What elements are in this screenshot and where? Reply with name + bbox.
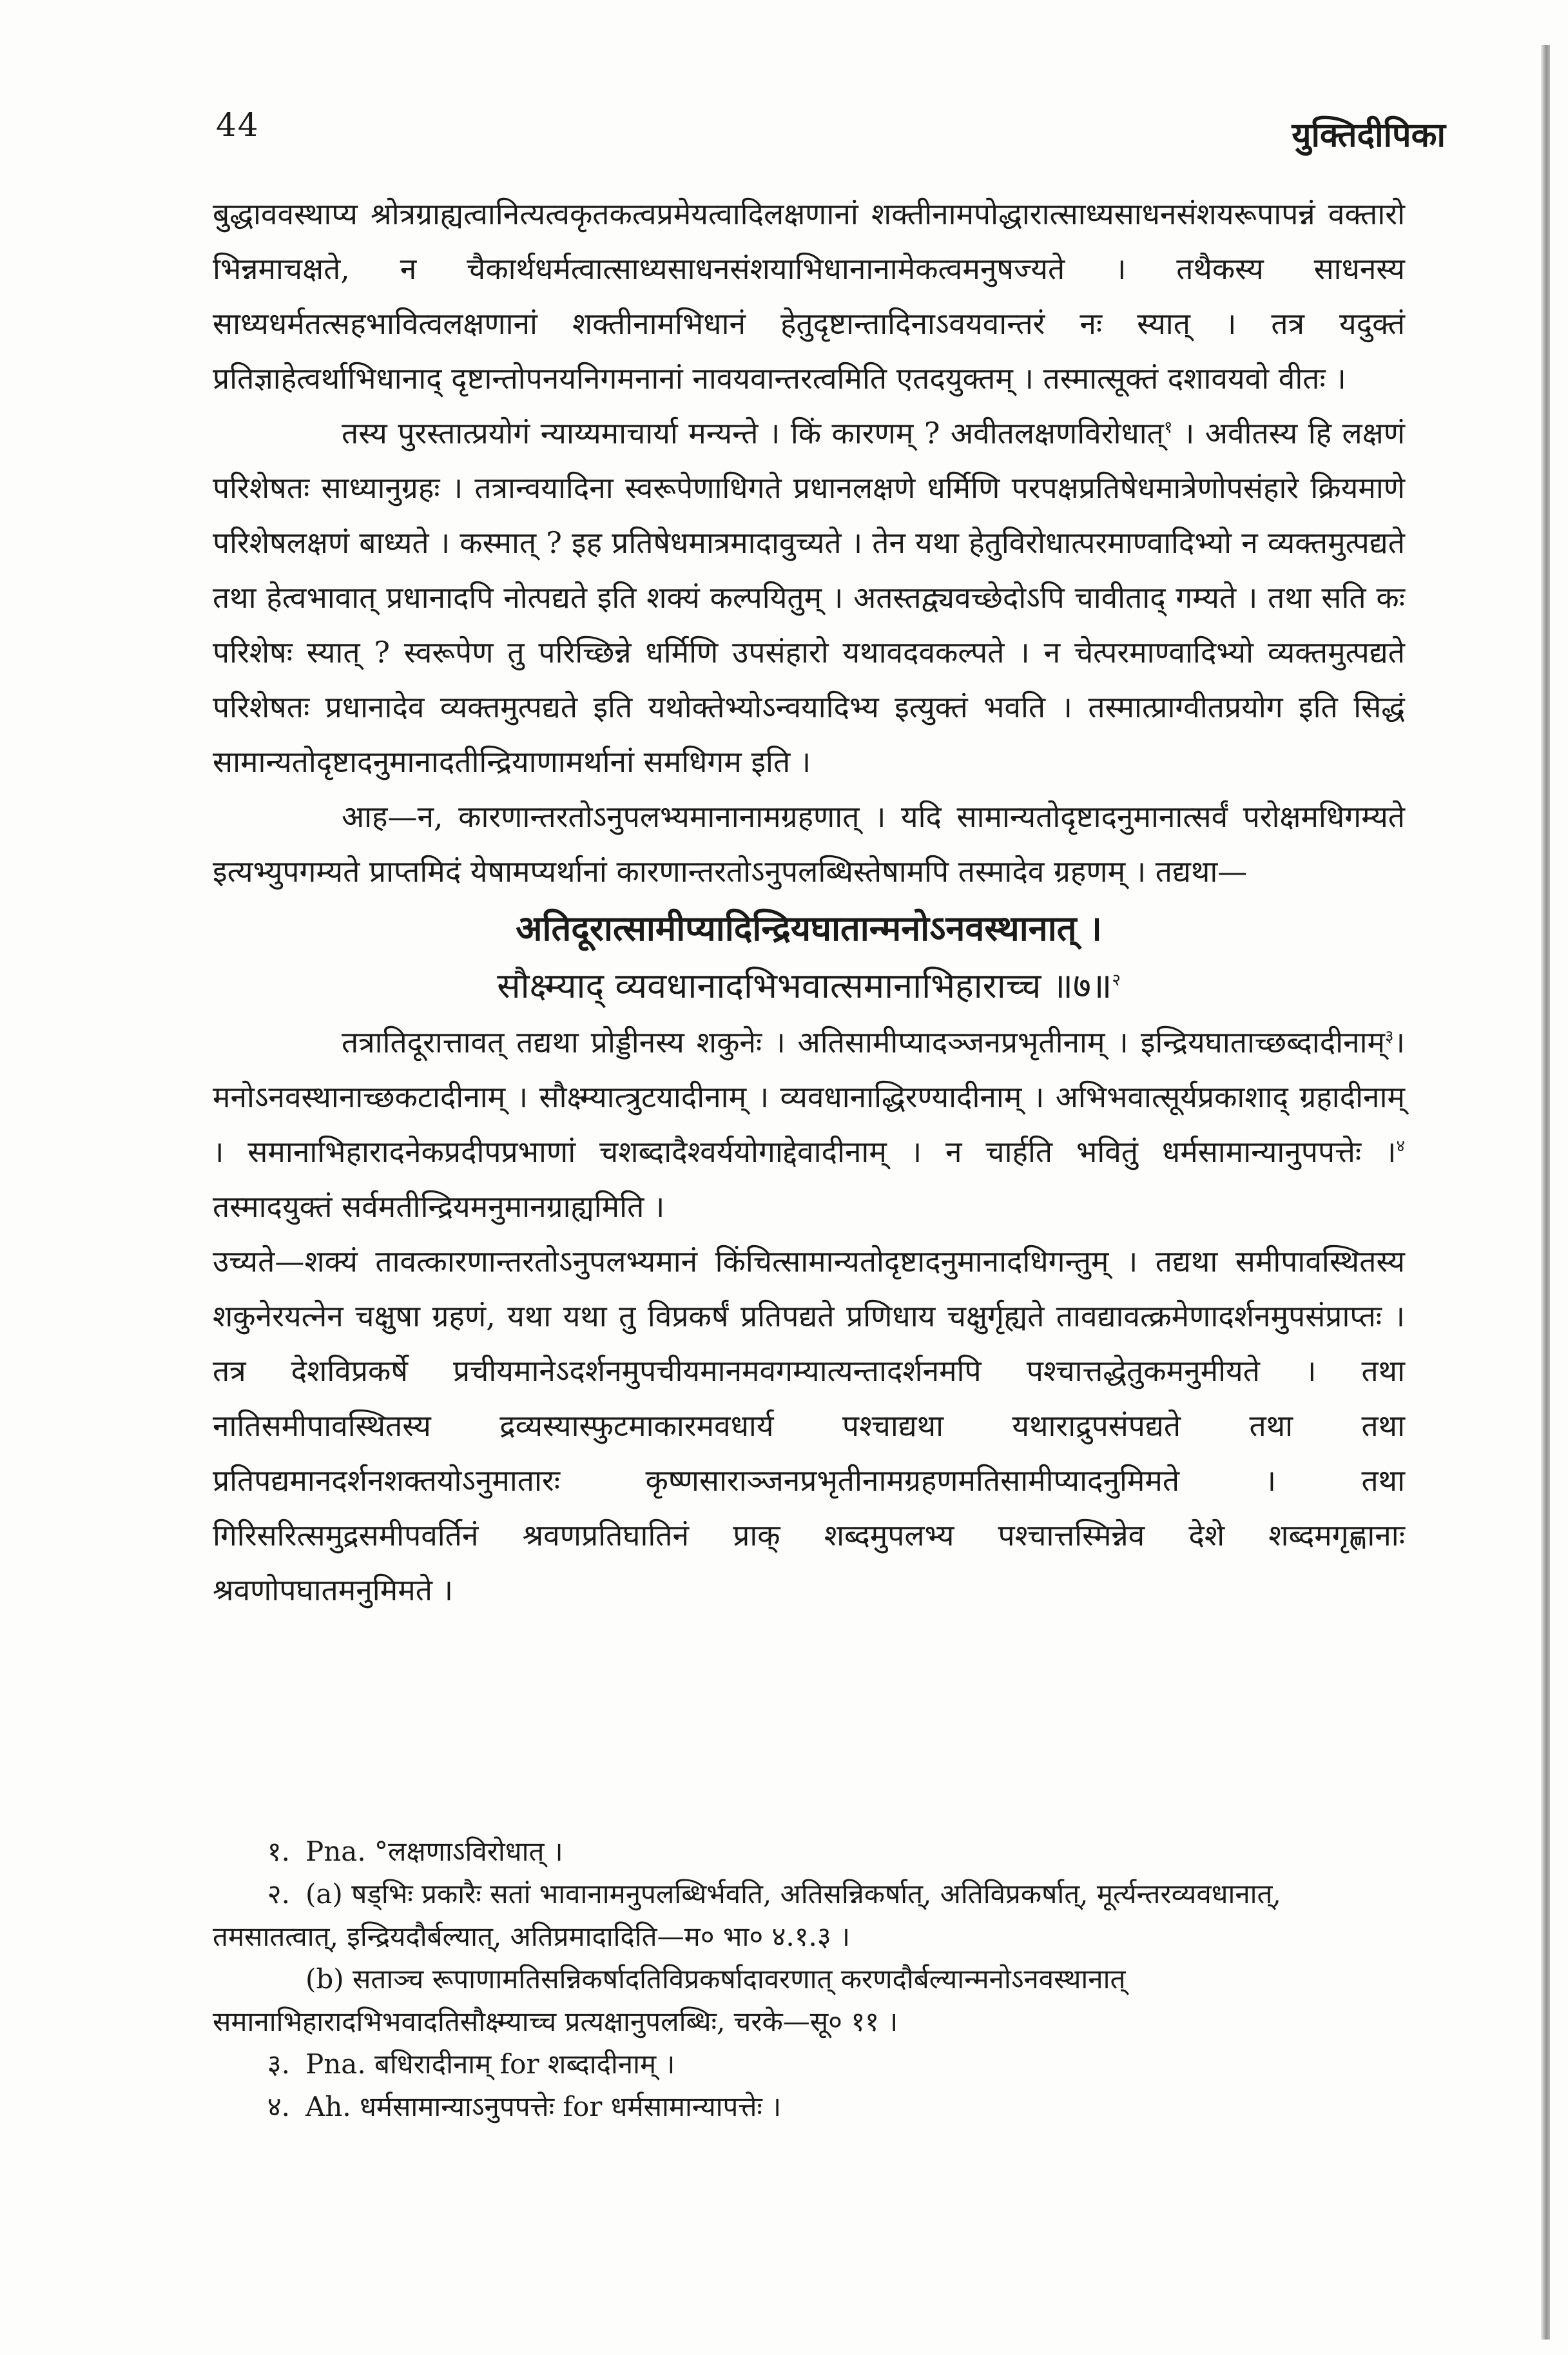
sutra-line-1: अतिदूरात्सामीप्यादिन्द्रियघातान्मनोऽनवस्थानात् । [516,907,1102,949]
footnote-number: ३. [267,2048,290,2080]
paragraph-1: बुद्धाववस्थाप्य श्रोत्रग्राह्यत्वानित्यत्वकृतकत्वप्रमेयत्वादिलक्षणानां शक्तीनामपोद्धारात्साध्यसाधनसंशयरूपापन्नं वक्तारो भिन्नमाचक्षते, न चैकार्थधर्मत्वात्साध्यसाधनसंशयाभिधानानामेकत्वमनुषज्यते । तथैकस्य साधनस्य साध्यधर्मतत्सहभावित्वलक्षणानां शक्तीनामभिधानं हेतुदृष्टान्तादिनाऽवयवान्तरं नः स्यात् । तत्र यदुक्तं प्रतिज्ञाहेत्वर्थाभिधानाद् दृष्टान्तोपनयनिगमनानां नावयवान्तरत्वमिति एतदयुक्तम् । तस्मात्सूक्तं दशावयवो वीतः । [213,197,1405,396]
footnote-number: २. [267,1878,290,1910]
running-title: युक्तिदीपिका [1292,115,1446,155]
footnote-2a [213,1873,1405,1958]
paragraph-2-text-b: । अवीतस्य हि लक्षणं परिशेषतः साध्यानुग्रहः । तत्रान्वयादिना स्वरूपेणाधिगते प्रधानलक्षणे धर्मिणि परपक्षप्रतिषेधमात्रेणोपसंहारे क्रियमाणे परिशेषलक्षणं बाध्यते । कस्मात् ? इह प्रतिषेधमात्रमादावुच्यते । तेन यथा हेतुविरोधात्परमाण्वादिभ्यो न व्यक्तमुत्पद्यते तथा हेत्वभावात् प्रधानादपि नोत्पद्यते इति शक्यं कल्पयितुम् । अतस्तद्व्यवच्छेदोऽपि चावीताद् गम्यते । तथा सति कः परिशेषः स्यात् ? स्वरूपेण तु परिच्छिन्ने धर्मिणि उपसंहारो यथावदवकल्पते । न चेत्परमाण्वादिभ्यो व्यक्तमुत्पद्यते परिशेषतः प्रधानादेव व्यक्तमुत्पद्यते इति यथोक्तेभ्योऽन्वयादिभ्य इत्युक्तं भवति । तस्मात्प्राग्वीतप्रयोग इति सिद्धं सामान्यतोदृष्टादनुमानादतीन्द्रियाणामर्थानां समधिगम इति । [213,416,1405,779]
footnote-text: Pna. बधिरादीनाम् for शब्दादीनाम् । [305,2048,675,2080]
paragraph-3: आह—न, कारणान्तरतोऽनुपलभ्यमानानामग्रहणात् । यदि सामान्यतोदृष्टादनुमानात्सर्वं परोक्षमधिगम्यते इत्यभ्युपगम्यते प्राप्तमिदं येषामप्यर्थानां कारणान्तरतोऽनुपलब्धिस्तेषामपि तस्मादेव ग्रहणम् । तद्यथा— [213,799,1405,889]
paragraph-5: उच्यते—शक्यं तावत्कारणान्तरतोऽनुपलभ्यमानं किंचित्सामान्यतोदृष्टादनुमानादधिगन्तुम् । तद्यथा समीपावस्थितस्य शकुनेरयत्नेन चक्षुषा ग्रहणं, यथा यथा तु विप्रकर्षं प्रतिपद्यते प्रणिधाय चक्षुर्गृह्यते तावद्यावत्क्रमेणादर्शनमुपसंप्राप्तः । तत्र देशविप्रकर्षे प्रचीयमानेऽदर्शनमुपचीयमानमवगम्यात्यन्तादर्शनमपि पश्चात्तद्धेतुकमनुमीयते । तथा नातिसमीपावस्थितस्य द्रव्यस्यास्फुटमाकारमवधार्य पश्चाद्यथा यथाराद्रुपसंपद्यते तथा तथा प्रतिपद्यमानदर्शनशक्तयोऽनुमातारः कृष्णसाराञ्जनप्रभृतीनामग्रहणमतिसामीप्यादनुमिमते । तथा गिरिसरित्समुद्रसमीपवर्तिनं श्रवणप्रतिघातिनं प्राक् शब्दमुपलभ्य पश्चात्तस्मिन्नेव देशे शब्दमगृह्णानाः श्रवणोपघातमनुमिमते । [213,1244,1405,1607]
footnotes [213,1830,1405,2128]
sutra-line-2-text: सौक्ष्म्याद् व्यवधानादभिभवात्समानाभिहाराच्च ॥७॥ [497,965,1112,1006]
footnote-ref-4: ४ [1396,1136,1405,1156]
sutra-line-2 [213,957,1405,1015]
body-text [213,187,1405,1618]
paragraph-2 [213,406,1405,790]
paragraph-4-text-a: तत्रातिदूरात्तावत् तद्यथा प्रोड्डीनस्य शकुनेः । अतिसामीप्यादञ्जनप्रभृतीनाम् । इन्द्रियघाताच्छब्दादीनाम् [342,1025,1386,1060]
paragraph-4-text-c: तस्मादयुक्तं सर्वमतीन्द्रियमनुमानग्राह्यमिति । [213,1189,665,1224]
footnote-number: १. [267,1836,290,1867]
footnote-text: (a) षड्भिः प्रकारैः सतां भावानामनुपलब्धिर्भवति, अतिसन्निकर्षात्, अतिविप्रकर्षात्, मूर्त्यन्तरव्यवधानात्, तमसातत्वात्, इन्द्रियदौर्बल्यात्, अतिप्रमादादिति—म० भा० ४.१.३ । [213,1878,1281,1952]
paragraph-4 [213,1015,1405,1234]
paragraph-4-text-b: । मनोऽनवस्थानाच्छकटादीनाम् । सौक्ष्म्यात्त्रुटयादीनाम् । व्यवधानाद्धिरण्यादीनाम् । अभिभवात्सूर्यप्रकाशाद् ग्रहादीनाम् । समानाभिहारादनेकप्रदीपप्रभाणां चशब्दादैश्वर्ययोगाद्देवादीनाम् । न चार्हति भवितुं धर्मसामान्यानुपपत्तेः । [213,1025,1405,1169]
footnote-4 [213,2086,1405,2128]
footnote-ref-1: १ [1163,418,1173,438]
footnote-text: (b) सताञ्च रूपाणामतिसन्निकर्षादतिविप्रकर्षादावरणात् करणदौर्बल्यान्मनोऽनवस्थानात् समानाभिहारादभिभवादतिसौक्ष्म्याच्च प्रत्यक्षानुपलब्धिः, चरके—सू० ११ । [213,1963,1126,2037]
footnote-1 [213,1830,1405,1873]
footnote-text: Ah. धर्मसामान्याऽनुपपत्तेः for धर्मसामान्यापत्तेः । [305,2091,782,2122]
binding-edge [1541,45,1550,2340]
footnote-ref-2: २ [1112,971,1121,990]
page-number: 44 [216,106,260,144]
footnote-ref-3: ३ [1385,1027,1394,1047]
footnote-text: Pna. °लक्षणाऽविरोधात् । [305,1836,563,1867]
footnote-number: ४. [267,2091,290,2122]
footnote-3 [213,2043,1405,2086]
paragraph-2-text-a: तस्य पुरस्तात्प्रयोगं न्याय्यमाचार्या मन्यन्ते । किं कारणम् ? अवीतलक्षणविरोधात् [342,416,1164,451]
footnote-2b [213,1958,1405,2043]
